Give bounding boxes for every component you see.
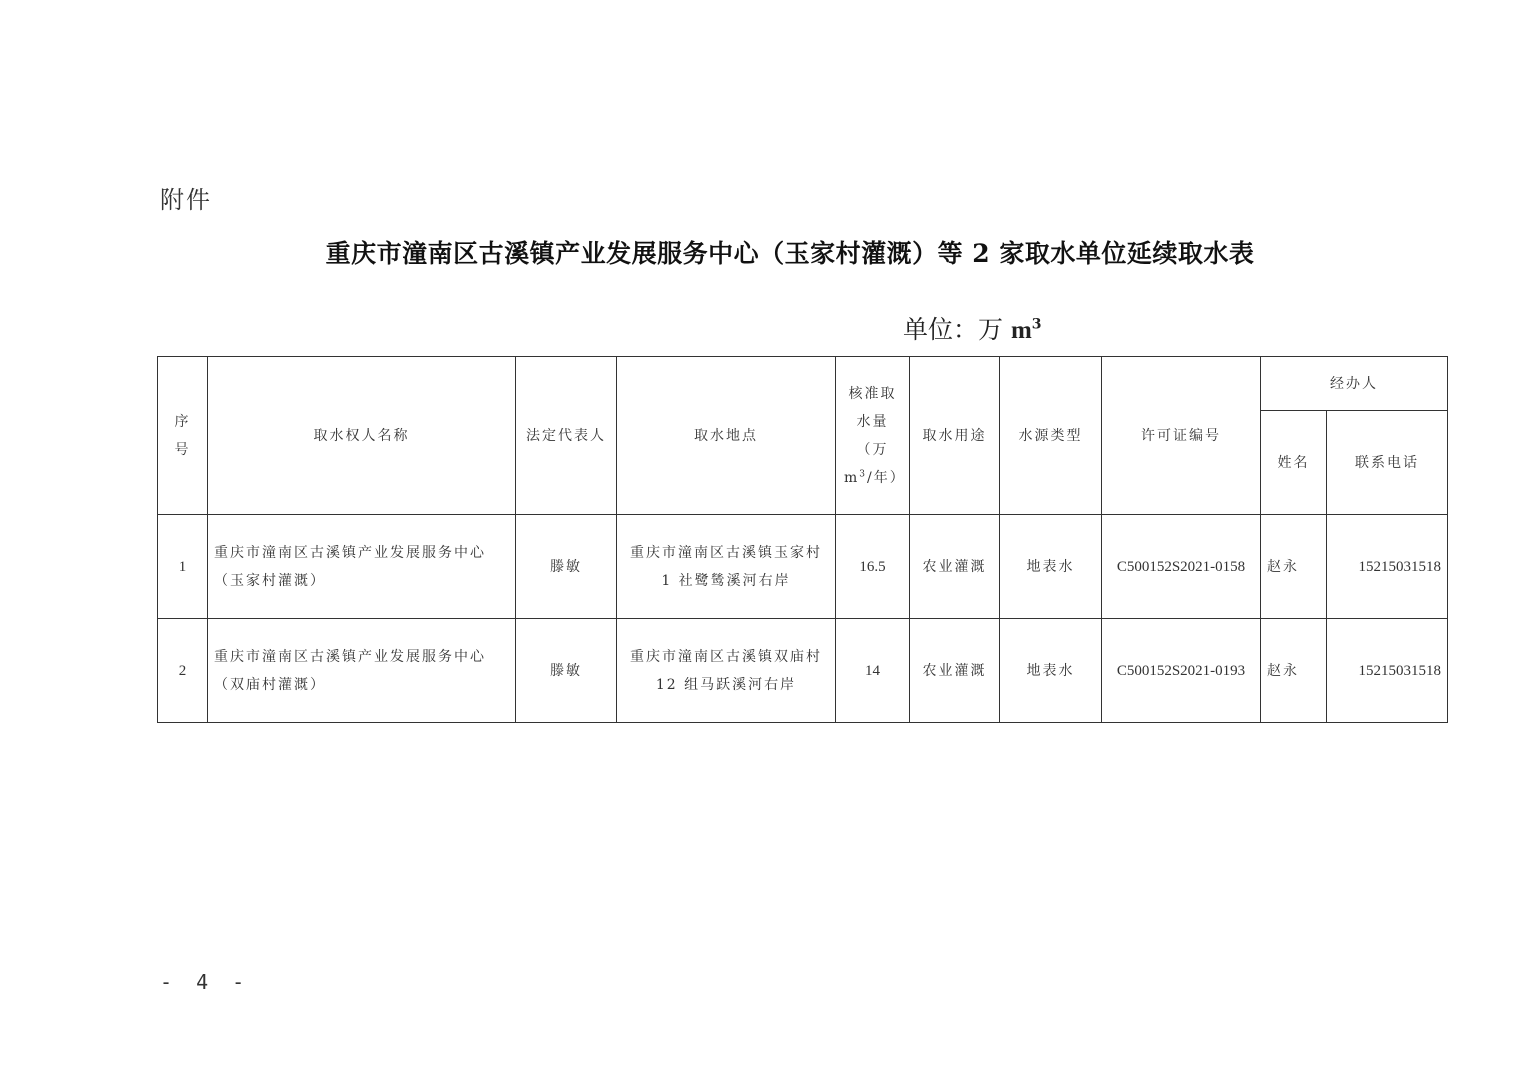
- table-row: [158, 515, 1448, 619]
- header-amount-sup: 3: [859, 468, 868, 479]
- cell-license-no: C500152S2021-0193: [1102, 619, 1261, 723]
- cell-name: 重庆市潼南区古溪镇产业发展服务中心（双庙村灌溉）: [208, 619, 516, 723]
- header-legal-rep: 法定代表人: [516, 357, 617, 515]
- header-handler-name: 姓名: [1261, 411, 1327, 515]
- unit-prefix: 单位：万: [903, 315, 1011, 344]
- unit-superscript: 3: [1031, 316, 1042, 333]
- cell-legal-rep: 滕敏: [516, 619, 617, 723]
- cell-seq: 1: [158, 515, 208, 619]
- cell-usage: 农业灌溉: [910, 619, 1000, 723]
- header-amount-suffix: /年）: [867, 469, 906, 486]
- cell-location: 重庆市潼南区古溪镇玉家村 1 社鹭鸶溪河右岸: [617, 515, 836, 619]
- water-intake-table: [157, 356, 1448, 723]
- cell-source-type: 地表水: [1000, 515, 1102, 619]
- cell-handler-phone: 15215031518: [1327, 515, 1448, 619]
- cell-amount: 14: [836, 619, 910, 723]
- document-title: 重庆市潼南区古溪镇产业发展服务中心（玉家村灌溉）等 2 家取水单位延续取水表: [325, 239, 1255, 268]
- unit-label: [903, 310, 1042, 346]
- header-handler-phone: 联系电话: [1327, 411, 1448, 515]
- header-source-type: 水源类型: [1000, 357, 1102, 515]
- header-amount-prefix: 核准取水量（万 m: [844, 385, 897, 486]
- header-handler-group: 经办人: [1261, 357, 1448, 411]
- header-row-1: [158, 357, 1448, 411]
- cell-handler-name: 赵永: [1261, 515, 1327, 619]
- unit-m: m: [1010, 317, 1032, 344]
- cell-name: 重庆市潼南区古溪镇产业发展服务中心（玉家村灌溉）: [208, 515, 516, 619]
- cell-seq: 2: [158, 619, 208, 723]
- cell-amount: 16.5: [836, 515, 910, 619]
- cell-location: 重庆市潼南区古溪镇双庙村 12 组马跃溪河右岸: [617, 619, 836, 723]
- header-license-no: 许可证编号: [1102, 357, 1261, 515]
- header-amount: [836, 357, 910, 515]
- cell-license-no: C500152S2021-0158: [1102, 515, 1261, 619]
- header-usage: 取水用途: [910, 357, 1000, 515]
- table-row: [158, 619, 1448, 723]
- cell-handler-name: 赵永: [1261, 619, 1327, 723]
- header-seq: 序号: [158, 357, 208, 515]
- header-name: 取水权人名称: [208, 357, 516, 515]
- cell-legal-rep: 滕敏: [516, 515, 617, 619]
- page-number: - 4 -: [160, 970, 251, 994]
- cell-handler-phone: 15215031518: [1327, 619, 1448, 723]
- attachment-label: 附件: [160, 186, 212, 214]
- cell-source-type: 地表水: [1000, 619, 1102, 723]
- header-location: 取水地点: [617, 357, 836, 515]
- cell-usage: 农业灌溉: [910, 515, 1000, 619]
